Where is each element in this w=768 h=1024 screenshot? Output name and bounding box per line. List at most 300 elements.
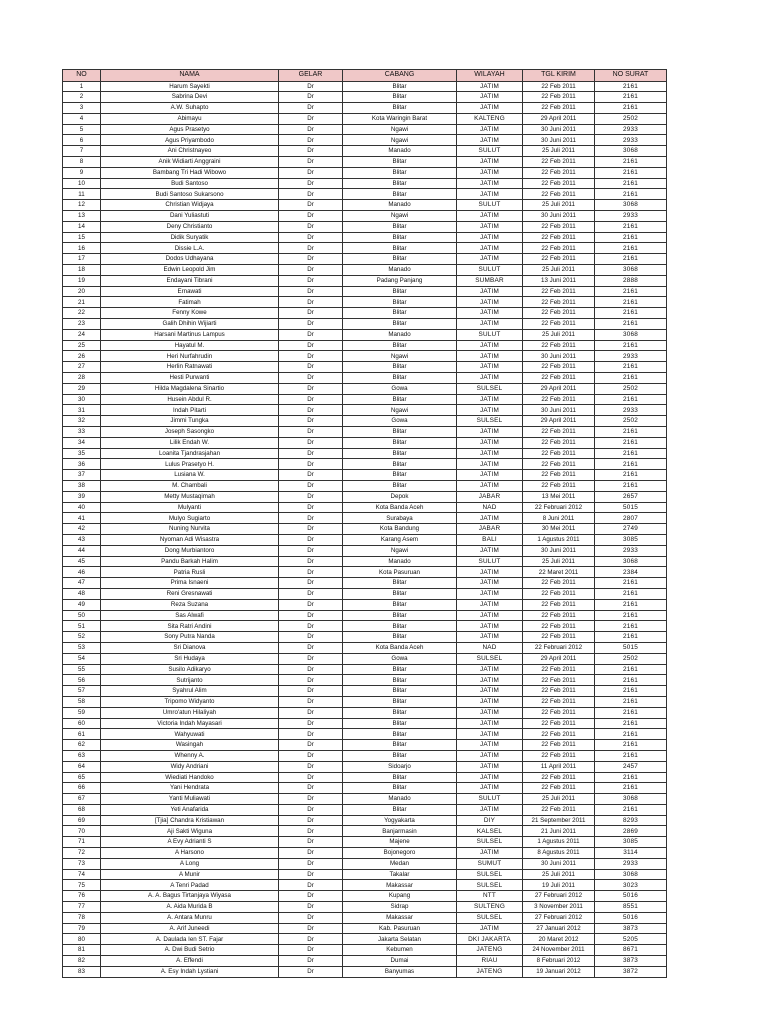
cell-nama: Prima Isnaeni	[101, 578, 279, 589]
cell-no: 7	[63, 146, 101, 157]
table-row	[63, 804, 667, 815]
header-no: NO	[63, 70, 101, 82]
cell-no-surat: 2161	[595, 308, 667, 319]
cell-nama: Reza Suzana	[101, 599, 279, 610]
cell-gelar: Dr	[279, 956, 343, 967]
table-row	[63, 632, 667, 643]
cell-no-surat: 2161	[595, 286, 667, 297]
cell-no-surat: 2161	[595, 394, 667, 405]
table-row	[63, 653, 667, 664]
cell-gelar: Dr	[279, 135, 343, 146]
cell-gelar: Dr	[279, 556, 343, 567]
cell-no-surat: 5015	[595, 502, 667, 513]
cell-tgl-kirim: 25 Juli 2011	[523, 146, 595, 157]
header-tgl-kirim: TGL KIRIM	[523, 70, 595, 82]
cell-wilayah: JATIM	[457, 664, 523, 675]
cell-wilayah: SUMUT	[457, 858, 523, 869]
cell-tgl-kirim: 22 Feb 2011	[523, 707, 595, 718]
cell-no-surat: 2161	[595, 232, 667, 243]
cell-tgl-kirim: 11 April 2011	[523, 761, 595, 772]
cell-no-surat: 2161	[595, 157, 667, 168]
cell-wilayah: JATIM	[457, 588, 523, 599]
cell-gelar: Dr	[279, 329, 343, 340]
table-body	[63, 81, 667, 977]
cell-gelar: Dr	[279, 675, 343, 686]
cell-tgl-kirim: 22 Feb 2011	[523, 297, 595, 308]
cell-gelar: Dr	[279, 427, 343, 438]
header-cabang: CABANG	[343, 70, 457, 82]
cell-cabang: Blitar	[343, 588, 457, 599]
cell-tgl-kirim: 30 Juni 2011	[523, 351, 595, 362]
cell-cabang: Kota Banda Aceh	[343, 502, 457, 513]
cell-no-surat: 5016	[595, 891, 667, 902]
cell-nama: Harum Sayekti	[101, 81, 279, 92]
cell-tgl-kirim: 13 Juni 2011	[523, 275, 595, 286]
cell-gelar: Dr	[279, 707, 343, 718]
table-row	[63, 351, 667, 362]
cell-wilayah: JATIM	[457, 394, 523, 405]
cell-no: 11	[63, 189, 101, 200]
doctor-table	[62, 69, 667, 978]
table-row	[63, 81, 667, 92]
cell-tgl-kirim: 25 Juli 2011	[523, 200, 595, 211]
cell-gelar: Dr	[279, 362, 343, 373]
cell-wilayah: JATIM	[457, 135, 523, 146]
cell-gelar: Dr	[279, 794, 343, 805]
cell-no: 3	[63, 103, 101, 114]
table-row	[63, 783, 667, 794]
table-row	[63, 491, 667, 502]
cell-gelar: Dr	[279, 319, 343, 330]
cell-wilayah: JATIM	[457, 319, 523, 330]
cell-no-surat: 2161	[595, 362, 667, 373]
cell-no-surat: 2161	[595, 178, 667, 189]
cell-nama: Sas Alwafi	[101, 610, 279, 621]
cell-gelar: Dr	[279, 416, 343, 427]
cell-no-surat: 8551	[595, 902, 667, 913]
cell-tgl-kirim: 22 Feb 2011	[523, 675, 595, 686]
cell-gelar: Dr	[279, 653, 343, 664]
cell-nama: Ani Christnayeo	[101, 146, 279, 157]
cell-wilayah: JATIM	[457, 103, 523, 114]
cell-cabang: Blitar	[343, 610, 457, 621]
cell-gelar: Dr	[279, 124, 343, 135]
cell-cabang: Blitar	[343, 718, 457, 729]
cell-nama: Syahrul Alim	[101, 686, 279, 697]
cell-nama: Jimmi Tungka	[101, 416, 279, 427]
table-row	[63, 891, 667, 902]
cell-gelar: Dr	[279, 664, 343, 675]
cell-nama: Sri Dianova	[101, 642, 279, 653]
cell-gelar: Dr	[279, 275, 343, 286]
cell-tgl-kirim: 25 Juli 2011	[523, 329, 595, 340]
cell-no-surat: 2502	[595, 113, 667, 124]
cell-no: 15	[63, 232, 101, 243]
cell-wilayah: DKI JAKARTA	[457, 934, 523, 945]
cell-cabang: Gowa	[343, 383, 457, 394]
cell-wilayah: SULUT	[457, 556, 523, 567]
cell-tgl-kirim: 22 Feb 2011	[523, 696, 595, 707]
cell-gelar: Dr	[279, 178, 343, 189]
table-row	[63, 189, 667, 200]
cell-no-surat: 2657	[595, 491, 667, 502]
cell-wilayah: JATENG	[457, 945, 523, 956]
cell-wilayah: SULUT	[457, 329, 523, 340]
table-row	[63, 696, 667, 707]
cell-no: 5	[63, 124, 101, 135]
cell-no: 43	[63, 534, 101, 545]
cell-wilayah: SULSEL	[457, 880, 523, 891]
table-row	[63, 157, 667, 168]
cell-gelar: Dr	[279, 772, 343, 783]
cell-tgl-kirim: 30 Juni 2011	[523, 211, 595, 222]
table-row	[63, 848, 667, 859]
cell-gelar: Dr	[279, 308, 343, 319]
cell-nama: Christian Widjaya	[101, 200, 279, 211]
cell-gelar: Dr	[279, 934, 343, 945]
cell-nama: Lulus Prasetyo H.	[101, 459, 279, 470]
cell-gelar: Dr	[279, 459, 343, 470]
cell-no-surat: 3114	[595, 848, 667, 859]
cell-nama: A. Aida Murida B	[101, 902, 279, 913]
cell-cabang: Dumai	[343, 956, 457, 967]
cell-cabang: Blitar	[343, 459, 457, 470]
cell-gelar: Dr	[279, 621, 343, 632]
table-row	[63, 178, 667, 189]
cell-nama: Pandu Barkah Halim	[101, 556, 279, 567]
cell-cabang: Blitar	[343, 232, 457, 243]
table-row	[63, 837, 667, 848]
cell-cabang: Manado	[343, 794, 457, 805]
cell-wilayah: JATIM	[457, 297, 523, 308]
cell-cabang: Ngawi	[343, 124, 457, 135]
cell-tgl-kirim: 29 April 2011	[523, 383, 595, 394]
cell-no-surat: 8671	[595, 945, 667, 956]
cell-gelar: Dr	[279, 524, 343, 535]
cell-gelar: Dr	[279, 211, 343, 222]
cell-nama: Dodos Udhayana	[101, 254, 279, 265]
cell-gelar: Dr	[279, 297, 343, 308]
cell-gelar: Dr	[279, 405, 343, 416]
table-row	[63, 383, 667, 394]
cell-no: 82	[63, 956, 101, 967]
table-row	[63, 621, 667, 632]
cell-tgl-kirim: 25 Juli 2011	[523, 556, 595, 567]
table-row	[63, 578, 667, 589]
cell-no: 17	[63, 254, 101, 265]
cell-gelar: Dr	[279, 491, 343, 502]
cell-wilayah: JATIM	[457, 157, 523, 168]
cell-no: 21	[63, 297, 101, 308]
cell-tgl-kirim: 30 Juni 2011	[523, 405, 595, 416]
cell-gelar: Dr	[279, 437, 343, 448]
table-row	[63, 556, 667, 567]
cell-wilayah: JATIM	[457, 599, 523, 610]
cell-wilayah: JATIM	[457, 740, 523, 751]
cell-tgl-kirim: 22 Feb 2011	[523, 157, 595, 168]
cell-tgl-kirim: 22 Feb 2011	[523, 254, 595, 265]
cell-wilayah: SULSEL	[457, 837, 523, 848]
cell-no-surat: 2161	[595, 340, 667, 351]
cell-wilayah: JATIM	[457, 567, 523, 578]
cell-nama: A Munir	[101, 869, 279, 880]
cell-cabang: Blitar	[343, 221, 457, 232]
cell-gelar: Dr	[279, 146, 343, 157]
cell-no-surat: 2161	[595, 81, 667, 92]
cell-wilayah: JATIM	[457, 459, 523, 470]
cell-nama: Abimayu	[101, 113, 279, 124]
cell-no-surat: 3068	[595, 146, 667, 157]
cell-nama: A. Dwi Budi Setrio	[101, 945, 279, 956]
cell-cabang: Ngawi	[343, 135, 457, 146]
cell-cabang: Ngawi	[343, 211, 457, 222]
table-row	[63, 135, 667, 146]
cell-no-surat: 2384	[595, 567, 667, 578]
cell-gelar: Dr	[279, 815, 343, 826]
cell-no-surat: 2933	[595, 351, 667, 362]
cell-nama: Reni Gresnawati	[101, 588, 279, 599]
table-row	[63, 610, 667, 621]
cell-tgl-kirim: 8 Juni 2011	[523, 513, 595, 524]
cell-cabang: Makassar	[343, 912, 457, 923]
table-row	[63, 470, 667, 481]
table-row	[63, 740, 667, 751]
cell-no: 26	[63, 351, 101, 362]
table-row	[63, 826, 667, 837]
cell-nama: Wahyuwati	[101, 729, 279, 740]
cell-gelar: Dr	[279, 966, 343, 977]
cell-tgl-kirim: 25 Juli 2011	[523, 794, 595, 805]
cell-cabang: Blitar	[343, 157, 457, 168]
cell-no: 32	[63, 416, 101, 427]
cell-cabang: Blitar	[343, 804, 457, 815]
cell-no: 75	[63, 880, 101, 891]
cell-cabang: Blitar	[343, 243, 457, 254]
cell-wilayah: JATENG	[457, 966, 523, 977]
cell-tgl-kirim: 22 Feb 2011	[523, 167, 595, 178]
cell-nama: Susilo Adikaryo	[101, 664, 279, 675]
cell-no-surat: 3873	[595, 923, 667, 934]
cell-wilayah: SULSEL	[457, 912, 523, 923]
table-row	[63, 459, 667, 470]
cell-nama: [Tjia] Chandra Kristiawan	[101, 815, 279, 826]
cell-no: 22	[63, 308, 101, 319]
cell-cabang: Blitar	[343, 578, 457, 589]
cell-no-surat: 3872	[595, 966, 667, 977]
table-row	[63, 221, 667, 232]
cell-tgl-kirim: 22 Feb 2011	[523, 373, 595, 384]
cell-no-surat: 2161	[595, 427, 667, 438]
cell-wilayah: SULSEL	[457, 869, 523, 880]
cell-no-surat: 2933	[595, 545, 667, 556]
cell-nama: Metty Mustaqimah	[101, 491, 279, 502]
cell-nama: Mulyanti	[101, 502, 279, 513]
cell-gelar: Dr	[279, 686, 343, 697]
cell-wilayah: JATIM	[457, 480, 523, 491]
cell-no: 33	[63, 427, 101, 438]
cell-cabang: Blitar	[343, 167, 457, 178]
cell-wilayah: JATIM	[457, 243, 523, 254]
cell-nama: Fenny Kowe	[101, 308, 279, 319]
cell-nama: Victoria Indah Mayasari	[101, 718, 279, 729]
cell-no: 6	[63, 135, 101, 146]
cell-wilayah: JATIM	[457, 189, 523, 200]
table-row	[63, 664, 667, 675]
cell-cabang: Kupang	[343, 891, 457, 902]
cell-gelar: Dr	[279, 480, 343, 491]
cell-cabang: Blitar	[343, 772, 457, 783]
cell-gelar: Dr	[279, 448, 343, 459]
cell-no-surat: 2161	[595, 448, 667, 459]
cell-nama: Dong Murbiantoro	[101, 545, 279, 556]
table-row	[63, 858, 667, 869]
cell-nama: Patria Rusli	[101, 567, 279, 578]
cell-gelar: Dr	[279, 103, 343, 114]
cell-no: 24	[63, 329, 101, 340]
cell-no: 69	[63, 815, 101, 826]
cell-nama: Wasingah	[101, 740, 279, 751]
cell-no-surat: 2749	[595, 524, 667, 535]
cell-wilayah: SULUT	[457, 265, 523, 276]
cell-gelar: Dr	[279, 610, 343, 621]
cell-no: 30	[63, 394, 101, 405]
cell-wilayah: JATIM	[457, 373, 523, 384]
cell-cabang: Sidoarjo	[343, 761, 457, 772]
cell-cabang: Blitar	[343, 686, 457, 697]
cell-wilayah: JATIM	[457, 351, 523, 362]
table-row	[63, 794, 667, 805]
cell-cabang: Makassar	[343, 880, 457, 891]
cell-cabang: Gowa	[343, 416, 457, 427]
cell-tgl-kirim: 1 Agustus 2011	[523, 837, 595, 848]
cell-cabang: Blitar	[343, 394, 457, 405]
cell-nama: A. Daulada Ien ST. Fajar	[101, 934, 279, 945]
cell-gelar: Dr	[279, 718, 343, 729]
cell-no-surat: 2161	[595, 167, 667, 178]
cell-nama: Budi Santoso	[101, 178, 279, 189]
table-row	[63, 880, 667, 891]
cell-tgl-kirim: 22 Feb 2011	[523, 480, 595, 491]
cell-gelar: Dr	[279, 373, 343, 384]
cell-nama: Widy Andriani	[101, 761, 279, 772]
cell-no-surat: 2161	[595, 459, 667, 470]
cell-cabang: Kota Waringin Barat	[343, 113, 457, 124]
cell-tgl-kirim: 22 Feb 2011	[523, 437, 595, 448]
cell-gelar: Dr	[279, 783, 343, 794]
cell-cabang: Blitar	[343, 189, 457, 200]
table-row	[63, 729, 667, 740]
cell-gelar: Dr	[279, 912, 343, 923]
cell-no: 54	[63, 653, 101, 664]
cell-no-surat: 3068	[595, 869, 667, 880]
cell-no-surat: 2161	[595, 254, 667, 265]
table-row	[63, 448, 667, 459]
cell-wilayah: NAD	[457, 642, 523, 653]
table-row	[63, 167, 667, 178]
cell-nama: Hayatul M.	[101, 340, 279, 351]
cell-nama: Yani Hendrata	[101, 783, 279, 794]
cell-cabang: Surabaya	[343, 513, 457, 524]
cell-no-surat: 2161	[595, 718, 667, 729]
cell-tgl-kirim: 22 Feb 2011	[523, 599, 595, 610]
cell-no-surat: 2869	[595, 826, 667, 837]
cell-tgl-kirim: 22 Feb 2011	[523, 783, 595, 794]
table-row	[63, 211, 667, 222]
cell-tgl-kirim: 22 Feb 2011	[523, 750, 595, 761]
cell-nama: Edwin Leopold Jim	[101, 265, 279, 276]
table-row	[63, 254, 667, 265]
cell-no: 45	[63, 556, 101, 567]
cell-no-surat: 2933	[595, 211, 667, 222]
cell-no: 2	[63, 92, 101, 103]
cell-cabang: Karang Asem	[343, 534, 457, 545]
cell-gelar: Dr	[279, 729, 343, 740]
cell-cabang: Blitar	[343, 480, 457, 491]
cell-nama: A.W. Suhapto	[101, 103, 279, 114]
cell-no: 40	[63, 502, 101, 513]
cell-wilayah: JATIM	[457, 470, 523, 481]
cell-tgl-kirim: 29 April 2011	[523, 416, 595, 427]
cell-gelar: Dr	[279, 945, 343, 956]
cell-wilayah: JATIM	[457, 167, 523, 178]
table-row	[63, 297, 667, 308]
cell-no: 8	[63, 157, 101, 168]
cell-no: 14	[63, 221, 101, 232]
table-row	[63, 103, 667, 114]
cell-gelar: Dr	[279, 254, 343, 265]
cell-gelar: Dr	[279, 826, 343, 837]
cell-cabang: Gowa	[343, 653, 457, 664]
cell-no-surat: 3068	[595, 200, 667, 211]
cell-cabang: Blitar	[343, 297, 457, 308]
cell-tgl-kirim: 22 Feb 2011	[523, 103, 595, 114]
cell-nama: Harsani Martinus Lampus	[101, 329, 279, 340]
cell-nama: Mulyo Sugiarto	[101, 513, 279, 524]
cell-cabang: Blitar	[343, 448, 457, 459]
cell-cabang: Blitar	[343, 696, 457, 707]
cell-gelar: Dr	[279, 804, 343, 815]
cell-cabang: Blitar	[343, 470, 457, 481]
cell-no-surat: 2161	[595, 740, 667, 751]
cell-no-surat: 2161	[595, 103, 667, 114]
cell-no-surat: 2161	[595, 783, 667, 794]
header-wilayah: WILAYAH	[457, 70, 523, 82]
cell-nama: Joseph Sasongko	[101, 427, 279, 438]
cell-no: 34	[63, 437, 101, 448]
cell-nama: Sita Ratri Andini	[101, 621, 279, 632]
table-row	[63, 113, 667, 124]
table-row	[63, 599, 667, 610]
table-row	[63, 534, 667, 545]
cell-tgl-kirim: 13 Mei 2011	[523, 491, 595, 502]
cell-wilayah: JATIM	[457, 362, 523, 373]
cell-tgl-kirim: 22 Feb 2011	[523, 772, 595, 783]
cell-cabang: Blitar	[343, 707, 457, 718]
cell-no: 77	[63, 902, 101, 913]
cell-no-surat: 3068	[595, 329, 667, 340]
cell-no-surat: 2161	[595, 632, 667, 643]
cell-tgl-kirim: 30 Juni 2011	[523, 135, 595, 146]
cell-no: 44	[63, 545, 101, 556]
cell-gelar: Dr	[279, 92, 343, 103]
cell-no-surat: 2933	[595, 858, 667, 869]
cell-no: 39	[63, 491, 101, 502]
cell-no: 1	[63, 81, 101, 92]
cell-nama: Anik Widiarti Anggraini	[101, 157, 279, 168]
cell-nama: Wiediati Handoko	[101, 772, 279, 783]
cell-cabang: Kab. Pasuruan	[343, 923, 457, 934]
cell-nama: Endayani Tibrani	[101, 275, 279, 286]
